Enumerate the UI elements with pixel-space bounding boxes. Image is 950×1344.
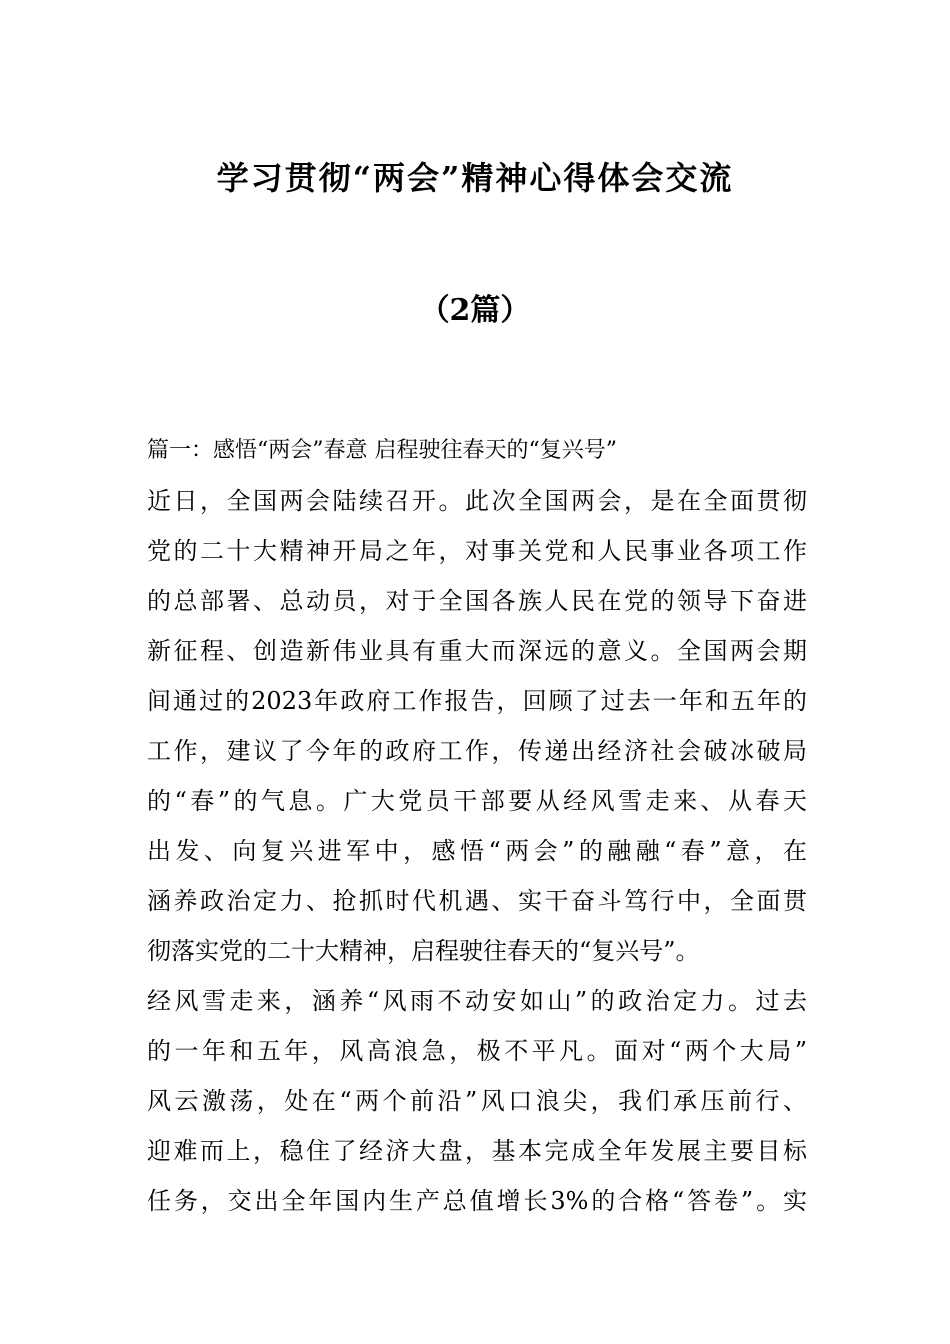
body-line: 近日，全国两会陆续召开。此次全国两会，是在全面贯彻 [147,487,807,515]
body-line: 迎难而上，稳住了经济大盘，基本完成全年发展主要目标 [147,1137,807,1165]
body-line: 新征程、创造新伟业具有重大而深远的意义。全国两会期 [147,637,807,665]
body-line: 涵养政治定力、抢抓时代机遇、实干奋斗笃行中，全面贯 [147,887,807,915]
document-title: 学习贯彻“两会”精神心得体会交流 [216,159,734,197]
body-line: 经风雪走来，涵养“风雨不动安如山”的政治定力。过去 [147,987,807,1015]
section-heading: 篇一：感悟“两会”春意 启程驶往春天的“复兴号” [147,438,617,463]
document-subtitle: （2篇） [419,293,531,328]
body-line: 间通过的2023年政府工作报告，回顾了过去一年和五年的 [147,687,807,715]
body-line: 风云激荡，处在“两个前沿”风口浪尖，我们承压前行、 [147,1087,807,1115]
body-line: 的“春”的气息。广大党员干部要从经风雪走来、从春天 [147,787,807,815]
body-line: 党的二十大精神开局之年，对事关党和人民事业各项工作 [147,537,807,565]
body-line: 工作，建议了今年的政府工作，传递出经济社会破冰破局 [147,737,807,765]
body-line: 的总部署、总动员，对于全国各族人民在党的领导下奋进 [147,587,807,615]
body-line: 任务，交出全年国内生产总值增长3%的合格“答卷”。实 [147,1187,807,1215]
body-line: 的一年和五年，风高浪急，极不平凡。面对“两个大局” [147,1037,807,1065]
body-line: 出发、向复兴进军中，感悟“两会”的融融“春”意，在 [147,837,807,865]
document-body [147,426,807,1226]
body-line: 彻落实党的二十大精神，启程驶往春天的“复兴号”。 [147,937,700,965]
